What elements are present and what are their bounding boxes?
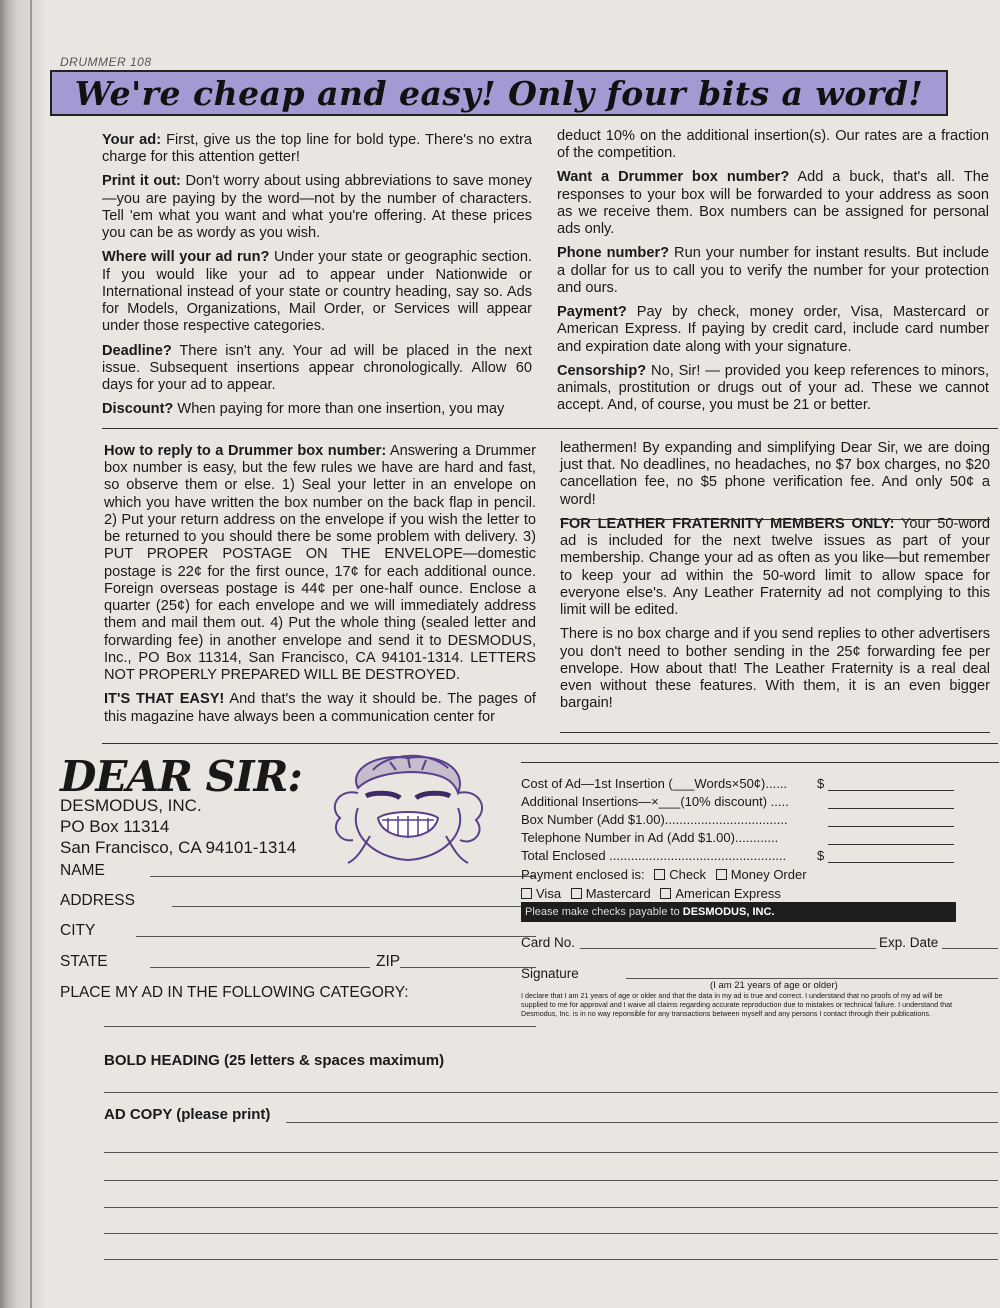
mastercard-checkbox[interactable] (571, 888, 582, 899)
amex-label: American Express (675, 886, 781, 901)
paragraph-heading: Deadline? (102, 342, 172, 359)
paragraph-heading: IT'S THAT EASY! (104, 691, 225, 708)
payment-row (521, 867, 807, 882)
cost-input[interactable] (828, 812, 954, 827)
ad-copy-line[interactable] (104, 1207, 998, 1208)
exp-date-label: Exp. Date (879, 935, 939, 950)
cost-row: Total Enclosed ................................................. (521, 848, 787, 863)
signature-label: Signature (521, 966, 579, 981)
money-order-label: Money Order (730, 867, 807, 882)
paragraph-body: leathermen! By expanding and simplifying Dear Sir, we are doing just that. No deadlines, no headaches, no $7 box charges, no $20 cancellation fee, no $5 phone verification fee. And only 50¢ a word! (560, 440, 990, 508)
paragraph (102, 132, 532, 166)
card-number-line[interactable] (580, 948, 876, 949)
paragraph-body: Under your state or geographic section. If you would like your ad to appear under Nationwide or International instead of your state or country heading, say so. Ads for Models, Organizations, Mail Order, or Services will appear under those respective categories. (102, 249, 532, 335)
paragraph-body: No, Sir! — provided you keep references to minors, animals, prostitution or drugs out of your ad. These we cannot accept. And, of course, you must be 21 or better. (557, 362, 989, 414)
paragraph (557, 128, 989, 162)
paragraph (560, 516, 990, 619)
paragraph (102, 173, 532, 242)
cost-input[interactable] (828, 830, 954, 845)
cost-input[interactable] (828, 794, 954, 809)
paragraph-body: First, give us the top line for bold type. There's no extra charge for this attention getter! (102, 132, 532, 166)
payable-company: DESMODUS, INC. (682, 906, 775, 918)
zip-label: ZIP (376, 953, 401, 970)
cost-rows (521, 776, 999, 876)
instructions-right-column (557, 128, 989, 422)
paragraph (102, 401, 532, 418)
fraternity-rule-top (560, 519, 990, 520)
name-label: NAME (60, 862, 105, 879)
category-prompt: PLACE MY AD IN THE FOLLOWING CATEGORY: (60, 984, 409, 1001)
city-label: CITY (60, 922, 96, 939)
city-line[interactable] (136, 936, 536, 937)
form-title: DEAR SIR: (60, 752, 302, 801)
address-field[interactable] (60, 892, 135, 910)
mastercard-label: Mastercard (585, 886, 651, 901)
paragraph (104, 691, 536, 725)
signature-line[interactable] (626, 978, 998, 979)
check-checkbox[interactable] (654, 869, 665, 880)
paragraph-body: Add a buck, that's all. The responses to your box will be forwarded to your address as soon as we receive them. Box numbers can be assigned for personal ads only. (557, 169, 989, 238)
money-order-checkbox[interactable] (716, 869, 727, 880)
card-number-label: Card No. (521, 935, 576, 950)
bold-heading-line[interactable] (104, 1092, 998, 1093)
paragraph-body: And that's the way it should be. The pages of this magazine have always been a communication center for (104, 691, 536, 725)
mailing-address (60, 795, 296, 858)
state-line[interactable] (150, 967, 370, 968)
visa-checkbox[interactable] (521, 888, 532, 899)
paragraph-body: When paying for more than one insertion, you may (173, 401, 505, 418)
paragraph-heading: Where will your ad run? (102, 249, 270, 266)
cost-row: Cost of Ad—1st Insertion (___Words×50¢)...... (521, 776, 788, 791)
paragraph-heading: Print it out: (102, 173, 181, 190)
reply-instructions-column (104, 443, 536, 733)
payable-text: Please make checks payable to (525, 906, 680, 918)
leather-fraternity-column (560, 440, 990, 720)
paragraph-heading: Want a Drummer box number? (557, 169, 790, 186)
page-folio: DRUMMER 108 (60, 55, 152, 69)
paragraph (557, 245, 989, 297)
cost-row: Additional Insertions—×___(10% discount) ..... (521, 794, 789, 809)
cost-row: Telephone Number in Ad (Add $1.00)............ (521, 830, 779, 845)
city-state-zip: San Francisco, CA 94101-1314 (60, 838, 297, 857)
payment-label: Payment enclosed is: (521, 867, 645, 882)
ad-copy-line[interactable] (286, 1122, 998, 1123)
paragraph-heading: Your ad: (102, 132, 162, 148)
exp-date-line[interactable] (942, 948, 998, 949)
po-box: PO Box 11314 (60, 817, 170, 836)
ad-copy-line[interactable] (104, 1233, 998, 1234)
state-field[interactable] (60, 953, 108, 971)
paragraph (560, 626, 990, 712)
paragraph (557, 363, 989, 415)
dollar-sign: $ (817, 848, 825, 863)
paragraph (560, 440, 990, 509)
fraternity-rule-bottom (560, 732, 990, 733)
form-divider (102, 743, 998, 744)
cost-row: Box Number (Add $1.00).................................. (521, 812, 788, 827)
address-label: ADDRESS (60, 892, 135, 909)
check-label: Check (669, 867, 707, 882)
state-label: STATE (60, 953, 108, 970)
ad-copy-label: AD COPY (please print) (104, 1106, 271, 1123)
address-line[interactable] (172, 906, 536, 907)
amex-checkbox[interactable] (660, 888, 671, 899)
ad-copy-line[interactable] (104, 1152, 998, 1153)
city-field[interactable] (60, 922, 95, 940)
paragraph (557, 304, 989, 356)
dollar-sign: $ (817, 776, 825, 791)
name-field[interactable] (60, 862, 536, 880)
cost-input[interactable] (828, 776, 954, 791)
cost-input[interactable] (828, 848, 954, 863)
instructions-left-column (102, 132, 532, 426)
card-number-row (521, 935, 575, 950)
paragraph-body: There is no box charge and if you send replies to other advertisers you don't need to bother sending in the 25¢ forwarding fee per envelope. How about that! The Leather Fraternity is a real deal even without these features. With them, it is an even bigger bargain! (560, 626, 990, 712)
signature-row (521, 966, 579, 981)
paragraph-body: Don't worry about using abbreviations to save money—you are paying by the word—not by the number of characters. Tell 'em what you want and what you're offering. At these prices you can be as wordy as you wish. (102, 173, 532, 242)
zip-field[interactable] (376, 953, 400, 971)
paragraph (102, 249, 532, 335)
order-box-top (521, 762, 999, 763)
biker-mascot-illustration (318, 748, 498, 866)
paragraph-body: Run your number for instant results. But include a dollar for us to call you to verify the number for your protection and ours. (557, 245, 989, 296)
company-name: DESMODUS, INC. (60, 796, 202, 815)
paragraph (104, 443, 536, 684)
paragraph-heading: How to reply to a Drummer box number: (104, 443, 387, 459)
section-divider (102, 428, 998, 429)
paragraph-heading: Discount? (102, 401, 174, 418)
paragraph-body: deduct 10% on the additional insertion(s). Our rates are a fraction of the competition. (557, 128, 989, 162)
paragraph (102, 343, 532, 395)
paragraph-body: Answering a Drummer box number is easy, but the few rules we have are hard and fast, so observe them or else. 1) Seal your letter in an envelope on which you have written the box number on the back flap in pencil. 2) Put your return address on the envelope if you wish the letter to be returned to you should there be some problem with delivery. 3) PUT PROPER POSTAGE ON THE ENVELOPE—domestic postage is 22¢ for the first ounce, 17¢ for each additional ounce. Foreign overseas postage is 44¢ per one-half ounce. Enclose a quarter (25¢) for each envelope and we will immediately address them and mail them out. 4) Put the whole thing (sealed letter and forwarding fee) in another envelope and send it to DESMODUS, Inc., PO Box 11314, San Francisco, CA 94101-1314. LETTERS NOT PROPERLY PREPARED WILL BE DESTROYED. (104, 443, 536, 684)
category-line[interactable] (104, 1026, 536, 1027)
paragraph-heading: FOR LEATHER FRATERNITY MEMBERS ONLY: (560, 515, 895, 532)
paragraph (557, 169, 989, 238)
declaration-text: I declare that I am 21 years of age or older and that the data in my ad is true and correct. I understand that no proofs of my ad will be supplied to me for approval and I waive all claims regarding accurate reproduction due to mistakes or technical failure. I understand that Desmodus, Inc. is in no way reponsible for any transactions between myself and any persons I contact through their publications. (521, 991, 953, 1018)
exp-date-row (879, 935, 938, 950)
paragraph-heading: Censorship? (557, 362, 647, 379)
age-note: (I am 21 years of age or older) (710, 980, 838, 991)
paragraph-heading: Phone number? (557, 245, 670, 262)
banner-title: We're cheap and easy! Only four bits a word! (74, 74, 924, 113)
zip-line[interactable] (400, 967, 536, 968)
ad-copy-line[interactable] (104, 1259, 998, 1260)
paragraph-body: There isn't any. Your ad will be placed in the next issue. Subsequent insertions appear chronologically. Allow 60 days for your ad to appear. (102, 342, 532, 394)
visa-label: Visa (536, 886, 562, 901)
headline-banner (50, 70, 948, 116)
card-type-row (515, 886, 781, 901)
name-line[interactable] (150, 876, 536, 877)
paragraph-heading: Payment? (557, 304, 627, 321)
payable-to-bar (521, 902, 956, 922)
bold-heading-label: BOLD HEADING (25 letters & spaces maximum) (104, 1052, 445, 1069)
paragraph-body: Your 50-word ad is included for the next twelve issues as part of your membership. Change your ad as often as you like—but remember to keep your ad within the 50-word limit to allow space for everyone else's. Any Leather Fraternity ad not complying to this limit will be edited. (560, 515, 991, 619)
paragraph-body: Pay by check, money order, Visa, Mastercard or American Express. If paying by credit card, include card number and expiration date along with your signature. (557, 304, 989, 355)
ad-copy-line[interactable] (104, 1180, 998, 1181)
